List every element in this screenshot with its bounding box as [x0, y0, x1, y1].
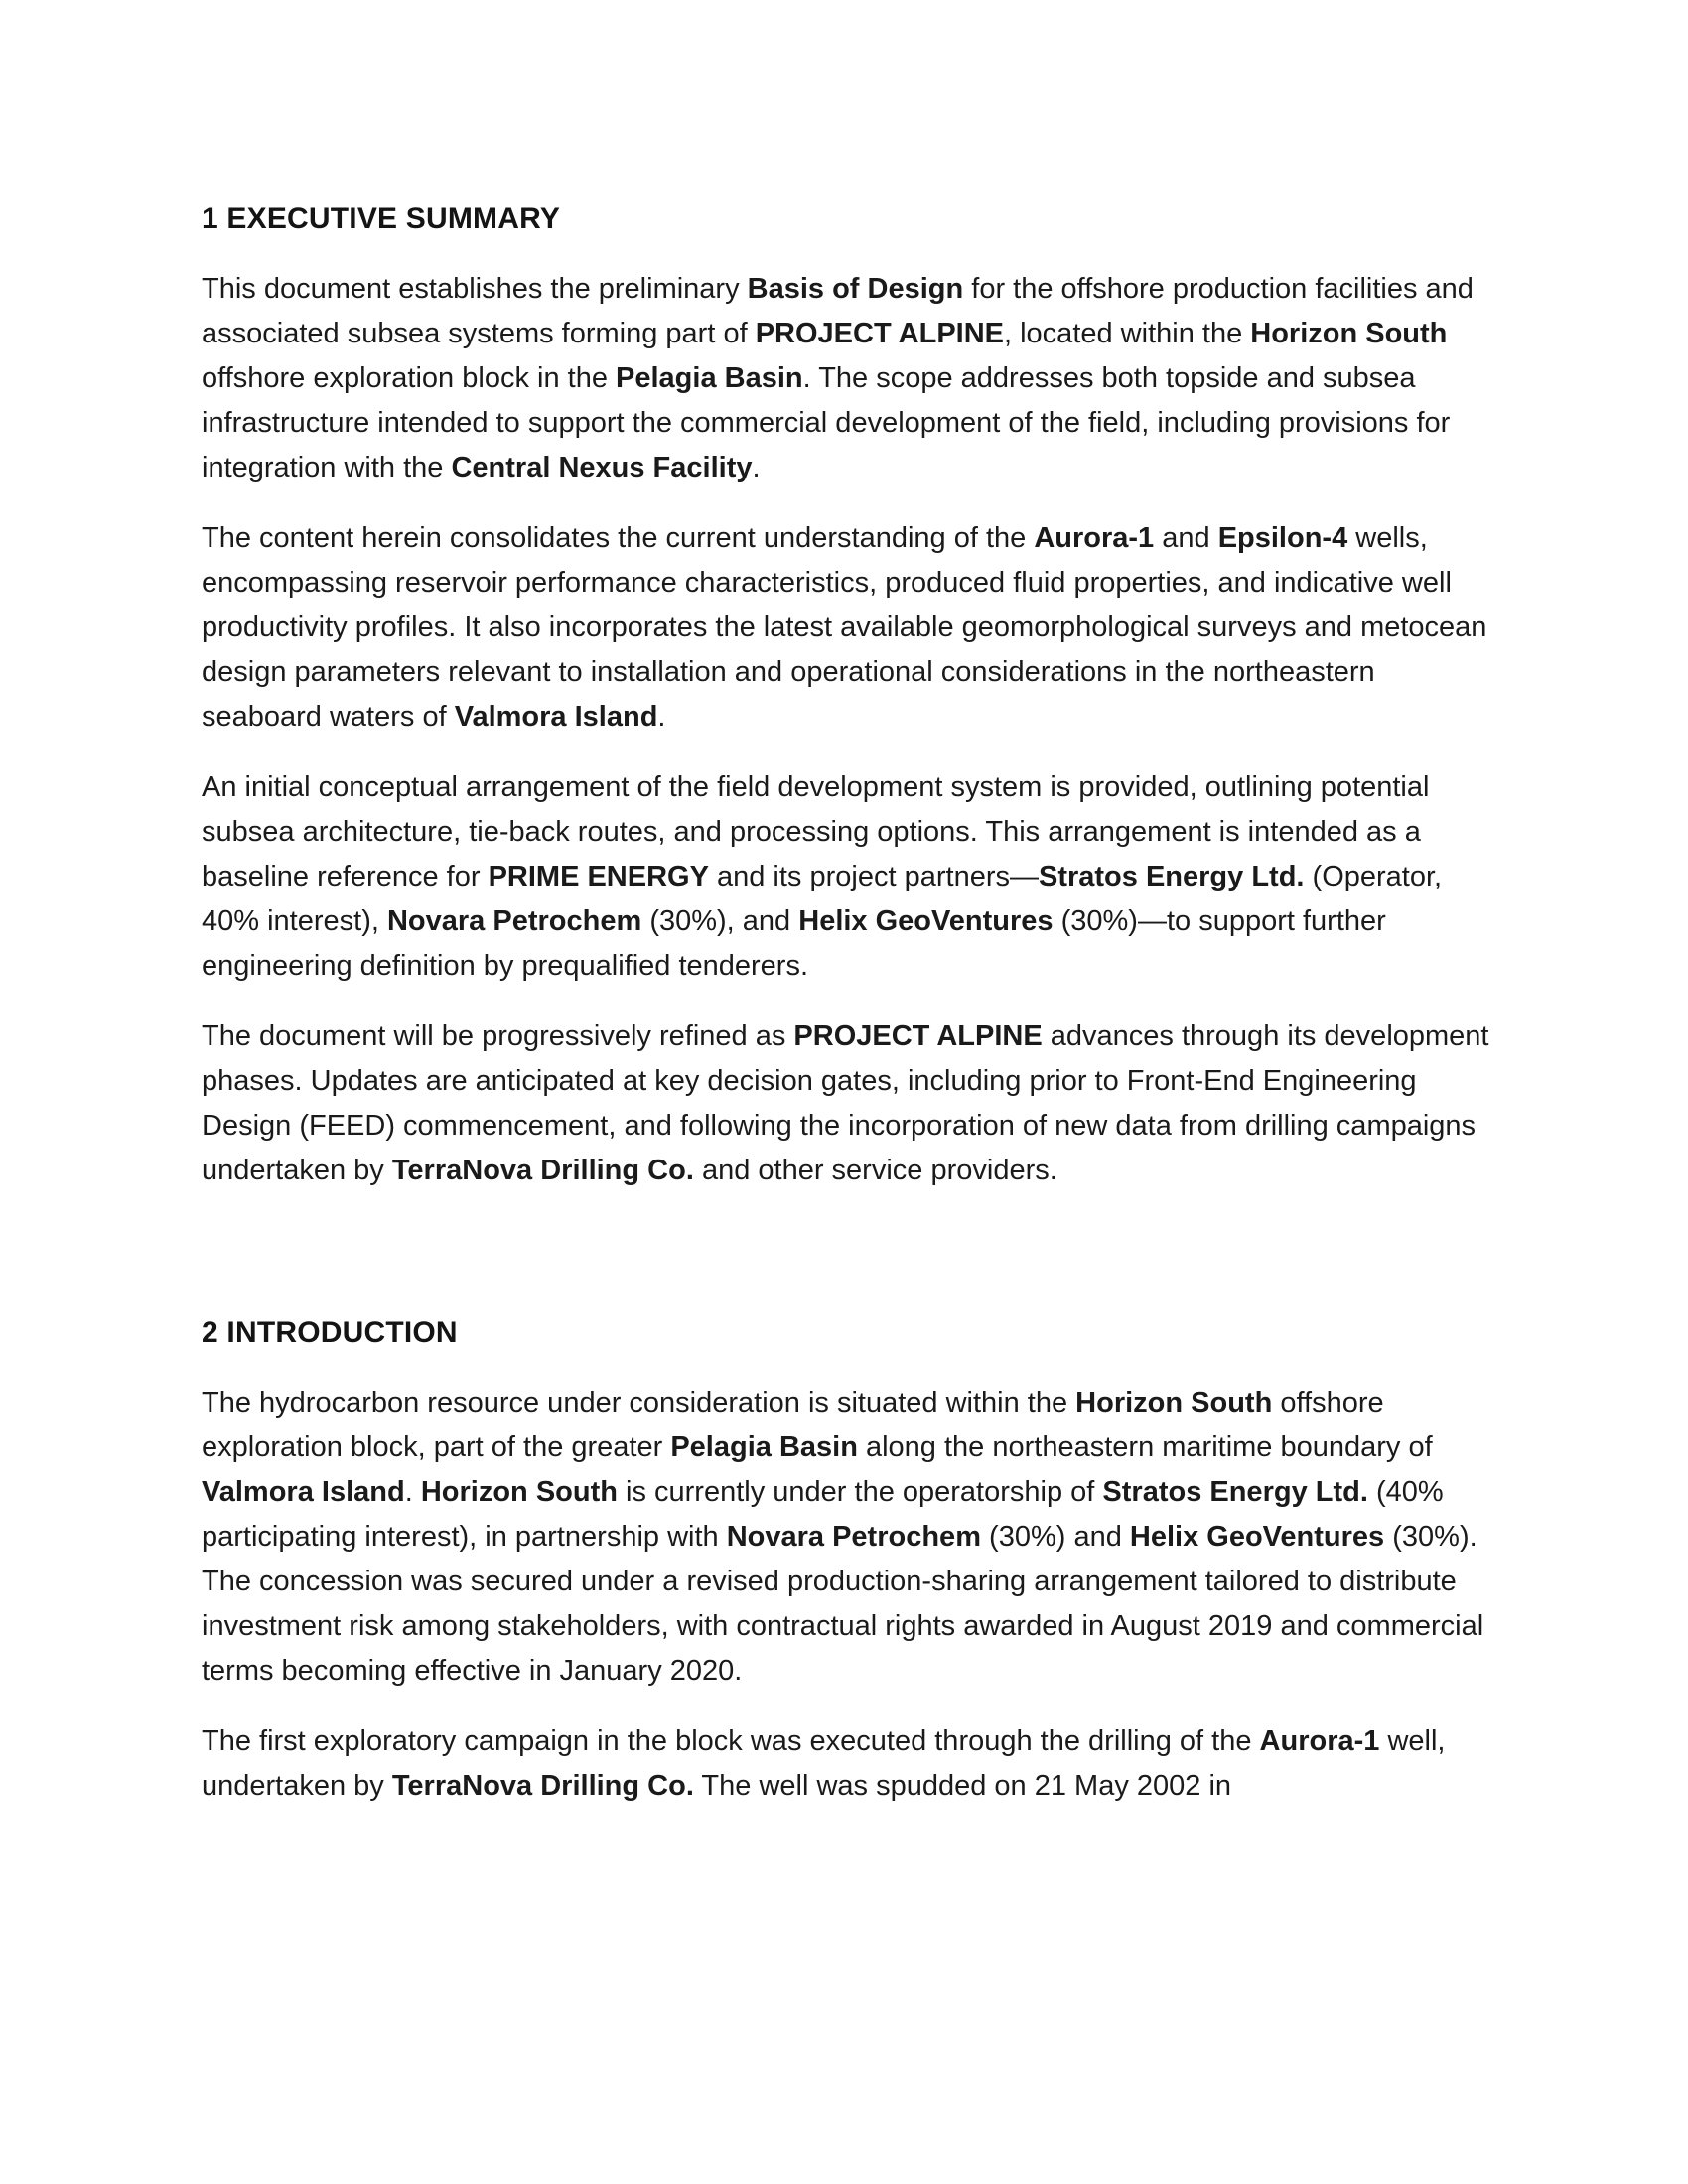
- paragraph: [202, 765, 1492, 989]
- text-run: The well was spudded on 21 May 2002 in: [693, 1770, 1232, 1802]
- bold-text-run: Stratos Energy Ltd.: [1102, 1476, 1368, 1508]
- text-run: wells, encompassing reservoir performance characteristics, produced fluid properties, and indicative well productivity profiles. It also incorporates the latest available geomorphological surveys and metocean design parameters relevant to installation and operational considerations in the northeastern seaboard waters of: [202, 522, 1487, 733]
- bold-text-run: Horizon South: [1075, 1387, 1273, 1419]
- bold-text-run: Pelagia Basin: [670, 1432, 858, 1463]
- bold-text-run: Epsilon-4: [1217, 522, 1348, 554]
- text-run: (Operator, 40% interest),: [202, 861, 1443, 937]
- text-run: , located within the: [1004, 318, 1251, 349]
- section-heading: 2 INTRODUCTION: [202, 1316, 458, 1349]
- text-run: well, undertaken by: [202, 1725, 1446, 1802]
- text-run: The hydrocarbon resource under consideration is situated within the: [202, 1387, 1076, 1419]
- text-run: This document establishes the preliminary: [202, 273, 748, 305]
- text-run: along the northeastern maritime boundary of: [857, 1432, 1433, 1463]
- text-run: advances through its development phases. Updates are anticipated at key decision gates, including prior to Front-End Engineering Design (FEED) commencement, and following the incorporation of new data from drilling campaigns undertaken by: [202, 1021, 1489, 1186]
- text-run: (30%) and: [980, 1521, 1130, 1553]
- text-run: (30%), and: [641, 905, 799, 937]
- bold-text-run: Valmora Island: [202, 1476, 405, 1508]
- section-body: [202, 1381, 1492, 1809]
- section-heading: 1 EXECUTIVE SUMMARY: [202, 203, 561, 235]
- bold-text-run: TerraNova Drilling Co.: [391, 1770, 694, 1802]
- bold-text-run: Aurora-1: [1259, 1725, 1380, 1757]
- text-run: and its project partners—: [708, 861, 1039, 892]
- bold-text-run: PRIME ENERGY: [488, 861, 709, 892]
- text-run: .: [752, 452, 761, 483]
- text-run: The first exploratory campaign in the block was executed through the drilling of the: [202, 1725, 1260, 1757]
- bold-text-run: Helix GeoVentures: [1129, 1521, 1385, 1553]
- text-run: An initial conceptual arrangement of the field development system is provided, outlining potential subsea architecture, tie-back routes, and processing options. This arrangement is intended as a baseline reference for: [202, 771, 1430, 892]
- bold-text-run: Horizon South: [420, 1476, 618, 1508]
- text-run: offshore exploration block in the: [202, 362, 617, 394]
- paragraph: [202, 267, 1492, 490]
- text-run: . The scope addresses both topside and subsea infrastructure intended to support the commercial development of the field, including provisions for integration with the: [202, 362, 1451, 483]
- bold-text-run: Novara Petrochem: [726, 1521, 981, 1553]
- paragraph: [202, 1381, 1492, 1694]
- text-run: (30%). The concession was secured under a revised production-sharing arrangement tailored to distribute investment risk among stakeholders, with contractual rights awarded in August 2019 and commercial terms becoming effective in January 2020.: [202, 1521, 1484, 1687]
- text-run: for the offshore production facilities and associated subsea systems forming part of: [202, 273, 1474, 349]
- bold-text-run: Stratos Energy Ltd.: [1038, 861, 1305, 892]
- bold-text-run: PROJECT ALPINE: [755, 318, 1004, 349]
- paragraph: [202, 1015, 1492, 1193]
- text-run: offshore exploration block, part of the greater: [202, 1387, 1384, 1463]
- text-run: The document will be progressively refined as: [202, 1021, 794, 1052]
- bold-text-run: Novara Petrochem: [386, 905, 642, 937]
- text-run: and other service providers.: [693, 1155, 1057, 1186]
- bold-text-run: Aurora-1: [1034, 522, 1155, 554]
- bold-text-run: PROJECT ALPINE: [793, 1021, 1043, 1052]
- text-run: and: [1154, 522, 1218, 554]
- text-run: (40% participating interest), in partnership with: [202, 1476, 1444, 1553]
- bold-text-run: Pelagia Basin: [616, 362, 803, 394]
- document-section-1: [202, 197, 1492, 1193]
- text-run: is currently under the operatorship of: [617, 1476, 1103, 1508]
- paragraph: [202, 516, 1492, 740]
- bold-text-run: TerraNova Drilling Co.: [391, 1155, 694, 1186]
- paragraph: [202, 1719, 1492, 1809]
- section-body: [202, 267, 1492, 1193]
- bold-text-run: Helix GeoVentures: [798, 905, 1054, 937]
- text-run: The content herein consolidates the current understanding of the: [202, 522, 1035, 554]
- bold-text-run: Horizon South: [1250, 318, 1448, 349]
- bold-text-run: Valmora Island: [454, 701, 658, 733]
- bold-text-run: Central Nexus Facility: [451, 452, 753, 483]
- bold-text-run: Basis of Design: [747, 273, 964, 305]
- text-run: .: [404, 1476, 421, 1508]
- text-run: .: [657, 701, 666, 733]
- text-run: (30%)—to support further engineering definition by prequalified tenderers.: [202, 905, 1386, 982]
- document-section-2: [202, 1310, 1492, 1809]
- document-content: [202, 197, 1492, 1809]
